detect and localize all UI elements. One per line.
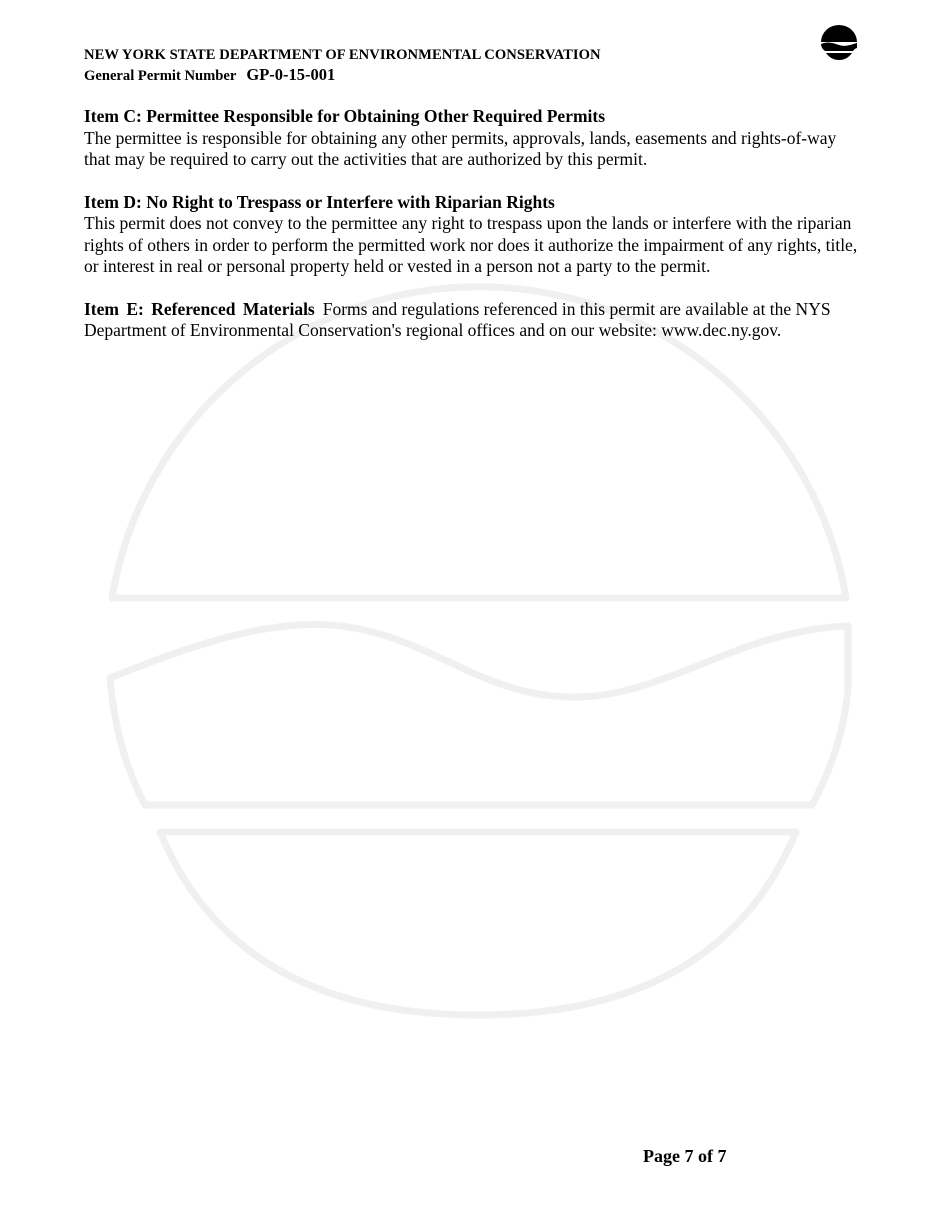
permit-number-label: General Permit Number [84, 68, 237, 84]
item-d-section [84, 192, 859, 278]
item-d-body: This permit does not convey to the permittee any right to trespass upon the lands or interfere with the riparian rights of others in order to perform the permitted work nor does it authorize the impairment of any rights, title, or interest in real or personal property held or vested in a person not a party to the permit. [84, 213, 858, 276]
item-d-title: Item D: No Right to Trespass or Interfere with Riparian Rights [84, 191, 555, 212]
item-c-title: Item C: Permittee Responsible for Obtaining Other Required Permits [84, 106, 606, 126]
item-e-body: Forms and regulations referenced in this permit are available at the NYS Department of Environmental Conservation's regional offices and on our website: www.dec.ny.gov. [84, 298, 831, 340]
item-c-body: The permittee is responsible for obtaining any other permits, approvals, lands, easements and rights-of-way that may be required to carry out the activities that are authorized by this permit. [84, 127, 837, 169]
document-body [84, 106, 859, 363]
item-c-section [84, 106, 859, 171]
item-e-title: Item E: Referenced Materials [84, 298, 315, 319]
document-header [84, 46, 601, 86]
permit-number-line [84, 65, 601, 86]
permit-number: GP-0-15-001 [246, 65, 336, 84]
nysdec-logo-icon [820, 25, 858, 61]
page-number: Page 7 of 7 [643, 1146, 727, 1166]
agency-name: NEW YORK STATE DEPARTMENT OF ENVIRONMENTAL CONSERVATION [84, 47, 601, 63]
nysdec-watermark-icon [100, 270, 860, 1030]
item-e-section [84, 299, 859, 342]
